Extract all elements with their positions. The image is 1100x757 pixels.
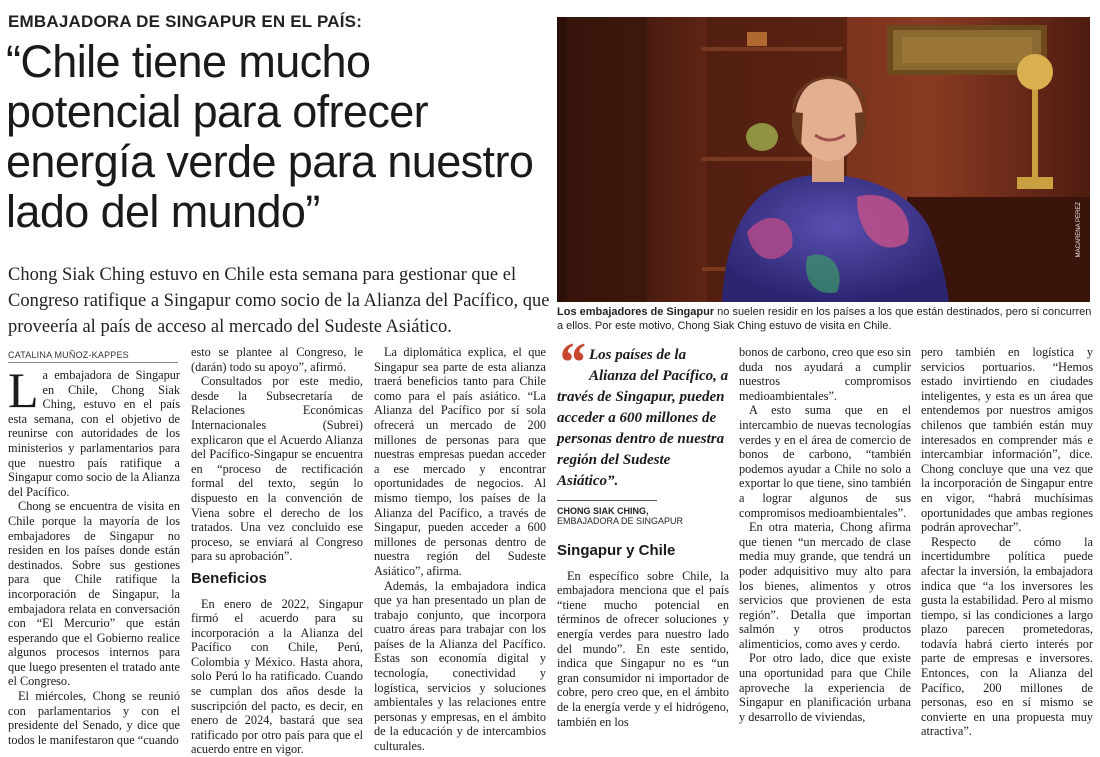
- paragraph: Además, la embajadora indica que ya han presentado un plan de trabajo conjunto, que incorpora cuatro áreas para trabajar con los países de la Alianza del Pacífico. Estas son economía digital y tecnología, conectividad y logística, servicios y soluciones ambientales y las relaciones entre personas y empresas, en el ámbito de la educación y de intercambios culturales.: [374, 579, 546, 754]
- paragraph: esto se plantee al Congreso, le (darán) todo su apoyo”, afirmó.: [191, 345, 363, 374]
- deck: Chong Siak Ching estuvo en Chile esta semana para gestionar que el Congreso ratifique a Singapur como socio de la Alianza del Pacífico, que proveería al país de acceso al mercado del Sudeste Asiático.: [8, 262, 553, 340]
- paragraph: pero también en logística y servicios portuarios. “Hemos estado invirtiendo en ciudades inteligentes, y esta es un área que entendemos por nuestros amigos chilenos que también están muy interesados en comprender más e intercambiar información”, dice. Chong concluye que una vez que la incorporación de Singapur entre en vigor, “habrá muchísimas oportunidades que ambas regiones podrán aprovechar”.: [921, 345, 1093, 535]
- column-2: [191, 345, 363, 757]
- paragraph: La diplomática explica, el que Singapur sea parte de esta alianza traerá beneficios tanto para Chile como para el país asiático. “La Alianza del Pacífico por sí sola ofrecerá un mercado de 200 millones de personas para que nuestras empresas puedan acceder a ese mercado y encontrar oportunidades de negocios. Al mismo tiempo, los países de la Alianza del Pacífico, a través de Singapur, pueden acceder a 600 millones de personas dentro de nuestra región del Sudeste Asiático”, afirma.: [374, 345, 546, 579]
- paragraph: A esto suma que en el intercambio de nuevas tecnologías verdes y en el área de comercio de bonos de carbono, “también podemos ayudar a Chile no solo a exportar lo que tiene, sino también a lograr algunos de sus compromisos medioambientales”.: [739, 403, 911, 520]
- photo-credit: MACARENA PÉREZ: [1076, 202, 1086, 257]
- pull-quote-text-wrap: [557, 345, 729, 492]
- section-heading-singapur-y-chile: Singapur y Chile: [557, 544, 729, 559]
- paragraph: Consultados por este medio, desde la Subsecretaría de Relaciones Económicas Internacionales (Subrei) explicaron que el Acuerdo Alianza del Pacífico-Singapur se encuentra en “proceso de rectificación formal del texto, según lo dispuesto en la convención de Viena sobre el derecho de los tratados. Una vez concluido ese proceso, se enviará al Congreso para su aprobación”.: [191, 374, 363, 564]
- drop-cap: L: [8, 370, 39, 410]
- paragraph: Por otro lado, dice que existe una oportunidad para que Chile aproveche la experiencia de Singapur en planificación urbana y desarrollo de viviendas,: [739, 651, 911, 724]
- column-6: [921, 345, 1093, 739]
- ambassador-photo: [557, 17, 1090, 302]
- photo-caption: [557, 305, 1093, 333]
- kicker: EMBAJADORA DE SINGAPUR EN EL PAÍS:: [8, 12, 362, 32]
- pull-quote: [557, 345, 729, 526]
- paragraph: En enero de 2022, Singapur firmó el acuerdo para su incorporación a la Alianza del Pacífico con Chile, Perú, Colombia y México. Hasta ahora, solo Perú lo ha ratificado. Cuando se cumplan dos años desde la suscripción del pacto, es decir, en enero de 2024, bastará que sea ratificado por otro país para que el acuerdo entre en vigor.: [191, 597, 363, 757]
- column-3: [374, 345, 546, 754]
- section-heading-beneficios: Beneficios: [191, 572, 363, 587]
- pull-quote-rule: [557, 500, 657, 501]
- caption-bold: Los embajadores de Singapur: [557, 306, 714, 318]
- pull-quote-text: Los países de la Alianza del Pacífico, a través de Singapur, pueden acceder a 600 millones de personas dentro de nuestra región del Sudeste Asiático”.: [557, 347, 728, 489]
- paragraph: bonos de carbono, creo que eso sin duda nos ayudará a cumplir nuestros compromisos medioambientales”.: [739, 345, 911, 403]
- photo-illustration: [557, 17, 1090, 302]
- headline: “Chile tiene mucho potencial para ofrecer energía verde para nuestro lado del mundo”: [6, 37, 551, 237]
- paragraph: En otra materia, Chong afirma que tienen “un mercado de clase media muy grande, que tendrá un poder adquisitivo muy alto para los bienes, alimentos y otros servicios que provienen de esta región”. Detalla que importan salmón y otros productos alimenticios, como aves y cerdo.: [739, 520, 911, 651]
- paragraph-text: a embajadora de Singapur en Chile, Chong Siak Ching, estuvo en el país esta semana, con el objetivo de reunirse con autoridades de los ministerios y parlamentarios para que nuestro país ratifique a Singapur como socio de la Alianza del Pacífico.: [8, 368, 180, 499]
- byline: CATALINA MUÑOZ-KAPPES: [8, 350, 129, 360]
- quote-mark-icon: “: [557, 345, 585, 373]
- column-5: [739, 345, 911, 724]
- paragraph: [8, 368, 180, 499]
- caption-rest: no suelen residir en los países a los que están destinados, pero sí concurren a ellos. Por este motivo, Chong Siak Ching estuvo de visita en Chile.: [557, 306, 1091, 332]
- column-4: [557, 544, 729, 729]
- pull-quote-name: CHONG SIAK CHING,: [557, 506, 729, 516]
- pull-quote-role: EMBAJADORA DE SINGAPUR: [557, 516, 729, 526]
- paragraph: Chong se encuentra de visita en Chile porque la mayoría de los embajadores de Singapur no residen en los países donde están destinados. Sobre sus gestiones para que Chile ratifique la incorporación de Singapur, la embajadora relata en conversación con “El Mercurio” que están esperando que el Gobierno realice algunos procesos internos para que luego presenten el tratado ante el Congreso.: [8, 499, 180, 689]
- paragraph: El miércoles, Chong se reunió con parlamentarios y con el presidente del Senado, y dice que todos le manifestaron que “cuando: [8, 689, 180, 747]
- column-1: [8, 368, 180, 747]
- paragraph: Respecto de cómo la incertidumbre política puede afectar la inversión, la embajadora indica que “a los inversores les gusta la estabilidad. Pero al mismo tiempo, si las condiciones a largo plazo parecen prometedoras, todavía habrá cierto interés por parte de empresas e inversores. Entonces, con la Alianza del Pacífico, 200 millones de personas, eso en sí mismo se convierte en una propuesta muy atractiva”.: [921, 535, 1093, 739]
- paragraph: En específico sobre Chile, la embajadora menciona que el país “tiene mucho potencial en términos de ofrecer soluciones y energía verdes para nuestro lado del mundo”. En este sentido, indica que Singapur no es “un gran consumidor ni importador de cobre, pero creo que, en el ámbito de la energía verde y el hidrógeno, también en los: [557, 569, 729, 730]
